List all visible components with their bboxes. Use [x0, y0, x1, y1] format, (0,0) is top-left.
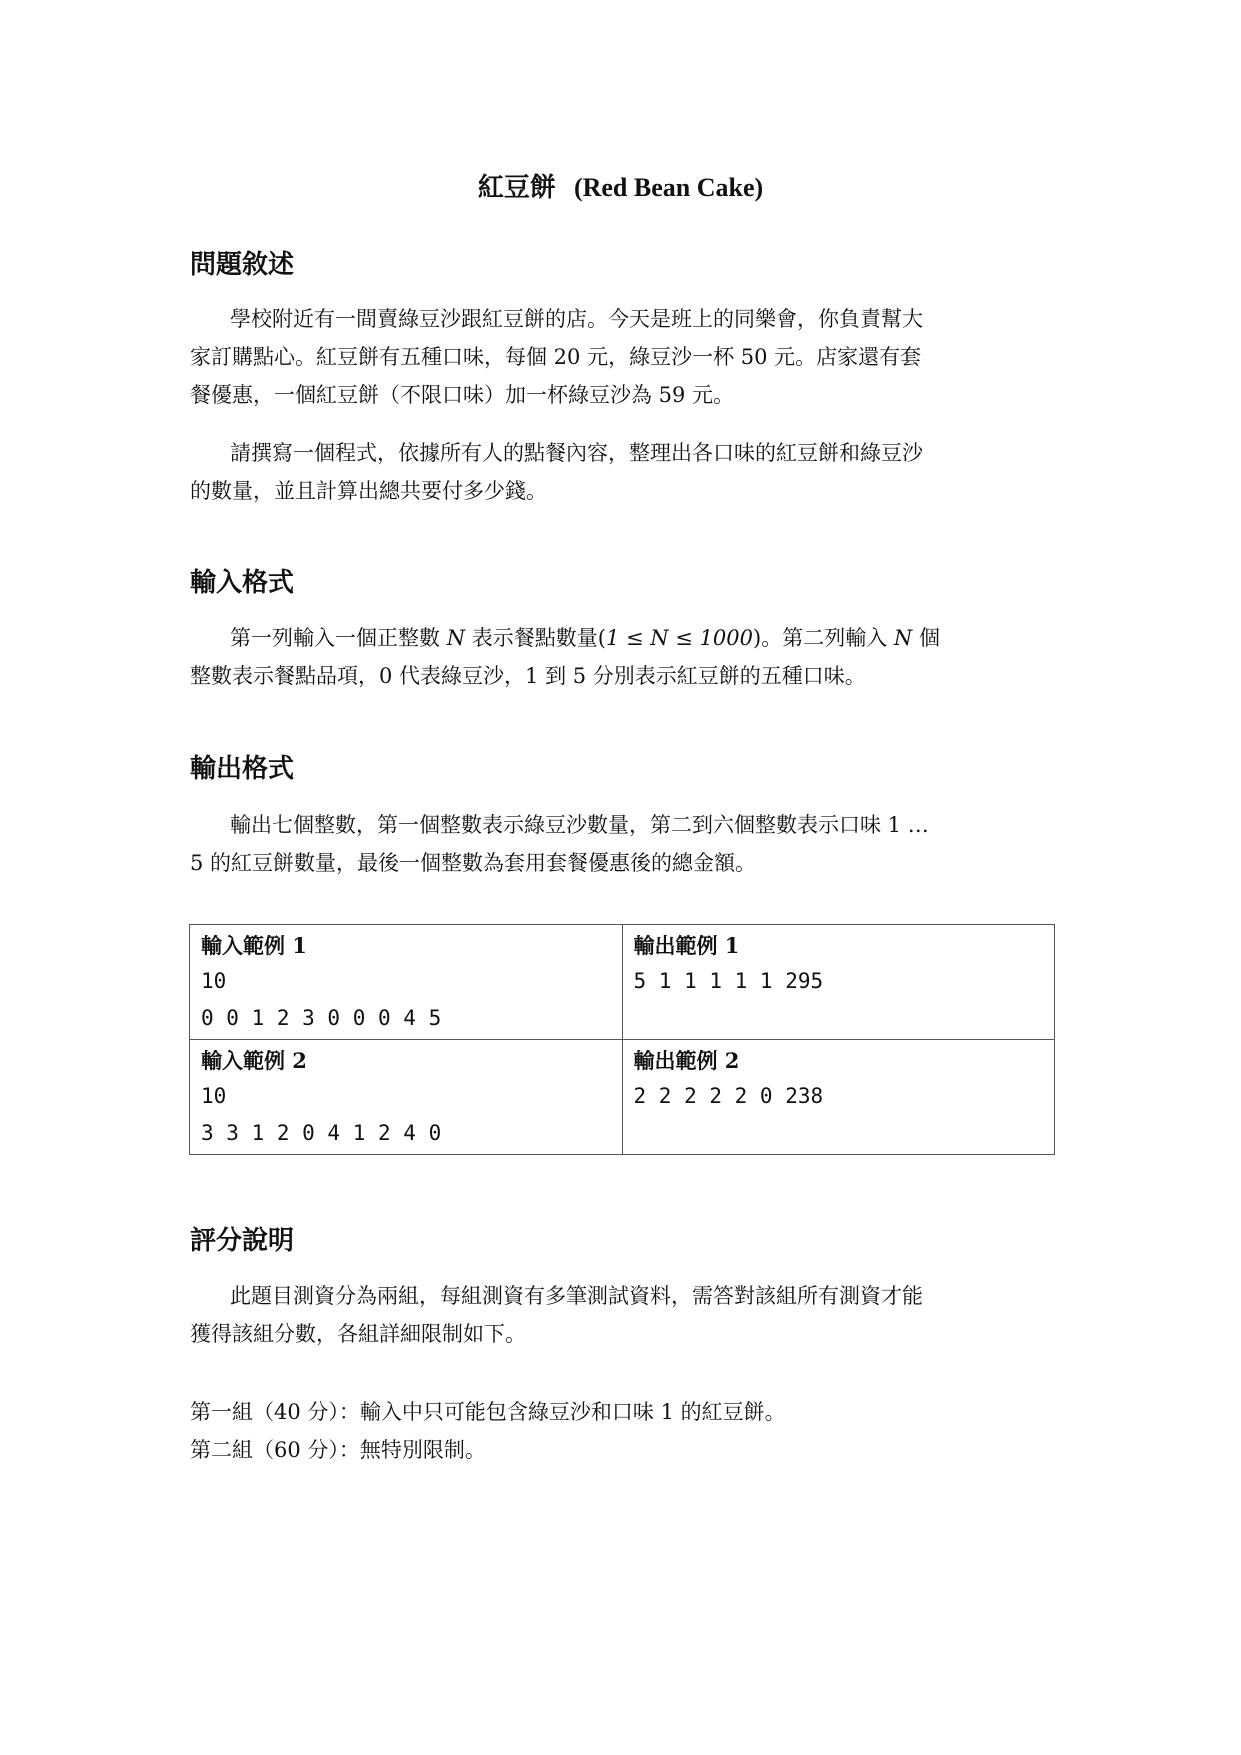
output-format-paragraph: [190, 806, 1054, 882]
input-format-text: 個: [912, 626, 940, 650]
samples-table: [189, 924, 1055, 1155]
output-format-line: 輸出七個整數，第一個整數表示綠豆沙數量，第二到六個整數表示口味 1 …: [230, 813, 929, 837]
math-variable-n: N: [446, 626, 466, 650]
output-format-line: 5 的紅豆餅數量，最後一個整數為套用套餐優惠後的總金額。: [190, 851, 757, 875]
sample-output-cell: [622, 1040, 1055, 1155]
input-format-paragraph: [190, 619, 1054, 695]
sample-input-label: 輸入範例 2: [201, 1048, 307, 1073]
description-line: 餐優惠，一個紅豆餅（不限口味）加一杯綠豆沙為 59 元。: [190, 383, 735, 407]
input-format-line: 整數表示餐點品項，0 代表綠豆沙，1 到 5 分別表示紅豆餅的五種口味。: [190, 664, 866, 688]
sample-input-line: 10: [201, 969, 227, 993]
sample-row-1: [190, 925, 1055, 1040]
description-line: 請撰寫一個程式，依據所有人的點餐內容，整理出各口味的紅豆餅和綠豆沙: [230, 441, 923, 465]
page-title: [0, 172, 1241, 204]
sample-input-line: 0 0 1 2 3 0 0 0 4 5: [201, 1006, 442, 1030]
description-line: 的數量，並且計算出總共要付多少錢。: [190, 479, 547, 503]
input-format-text: 第一列輸入一個正整數: [230, 626, 447, 650]
scoring-rule-2: 第二組（60 分）：無特別限制。: [190, 1438, 486, 1462]
description-line: 學校附近有一間賣綠豆沙跟紅豆餅的店。今天是班上的同樂會，你負責幫大: [230, 307, 923, 331]
description-line: 家訂購點心。紅豆餅有五種口味，每個 20 元，綠豆沙一杯 50 元。店家還有套: [190, 345, 922, 369]
scoring-heading: 評分說明: [190, 1226, 295, 1256]
title-zh: 紅豆餅: [477, 173, 556, 203]
sample-input-line: 10: [201, 1084, 227, 1108]
output-format-heading: 輸出格式: [190, 754, 295, 784]
description-heading: 問題敘述: [190, 250, 295, 280]
description-paragraph-2: [190, 434, 1054, 510]
sample-input-label: 輸入範例 1: [201, 933, 307, 958]
sample-output-line: 5 1 1 1 1 1 295: [633, 969, 824, 993]
description-paragraph-1: [190, 300, 1054, 414]
title-en: (Red Bean Cake): [573, 173, 764, 202]
scoring-line: 此題目測資分為兩組，每組測資有多筆測試資料，需答對該組所有測資才能: [230, 1284, 923, 1308]
sample-input-cell: [190, 925, 623, 1040]
math-variable-n: N: [893, 626, 913, 650]
sample-output-line: 2 2 2 2 2 0 238: [633, 1084, 824, 1108]
sample-output-label: 輸出範例 2: [633, 1048, 740, 1073]
scoring-paragraph: [190, 1277, 1054, 1353]
math-constraint: 1 ≤ N ≤ 1000: [605, 626, 754, 650]
scoring-rule-1: 第一組（40 分）：輸入中只可能包含綠豆沙和口味 1 的紅豆餅。: [190, 1400, 786, 1424]
sample-row-2: [190, 1040, 1055, 1155]
input-format-text: )。第二列輸入: [753, 626, 894, 650]
scoring-line: 獲得該組分數，各組詳細限制如下。: [190, 1322, 526, 1346]
input-format-heading: 輸入格式: [190, 568, 295, 598]
sample-input-line: 3 3 1 2 0 4 1 2 4 0: [201, 1121, 442, 1145]
sample-input-cell: [190, 1040, 623, 1155]
input-format-text: 表示餐點數量(: [465, 626, 606, 650]
sample-output-label: 輸出範例 1: [633, 933, 740, 958]
sample-output-cell: [622, 925, 1055, 1040]
